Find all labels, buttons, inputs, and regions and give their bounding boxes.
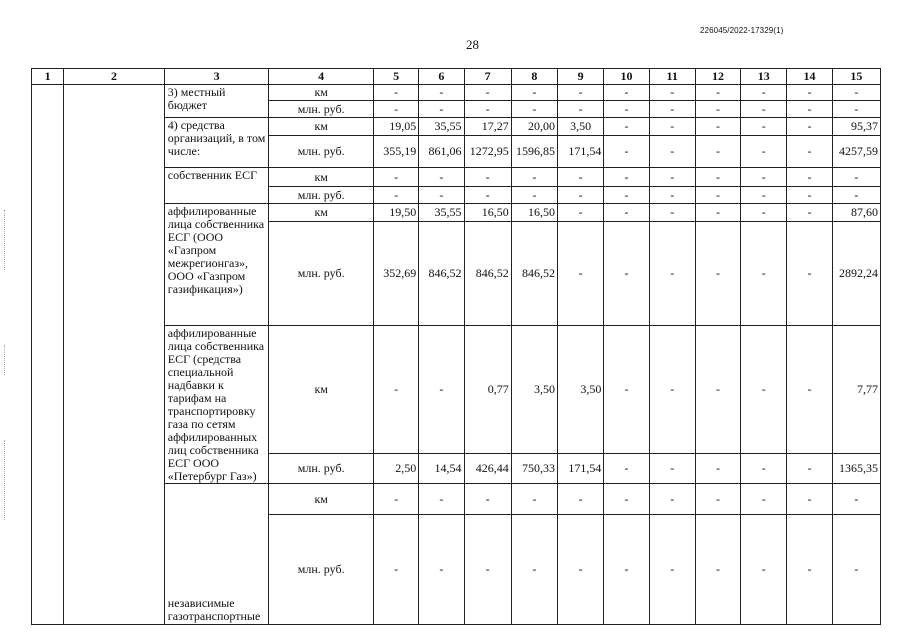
value-cell: - (419, 101, 464, 118)
column-header: 5 (373, 69, 418, 85)
value-cell: - (511, 484, 557, 515)
value-cell: - (558, 85, 604, 101)
column-header: 13 (741, 69, 787, 85)
document-number: 226045/2022-17329(1) (700, 26, 784, 35)
unit-cell: млн. руб. (269, 187, 374, 204)
row-label-affiliates: аффилированные лица собственника ЕСГ (ООО «Газпром межрегионгаз», ООО «Газпром газификация») (164, 204, 269, 326)
value-cell: 19,05 (373, 118, 418, 136)
value-cell: - (649, 187, 695, 204)
value-cell: - (741, 326, 787, 454)
value-cell: - (695, 101, 740, 118)
value-cell: - (511, 101, 557, 118)
value-cell: 19,50 (373, 204, 418, 222)
value-cell: 3,50 (558, 326, 604, 454)
value-cell: - (373, 515, 418, 625)
scan-margin-mark (4, 210, 6, 270)
unit-cell: км (269, 85, 374, 101)
value-cell: - (464, 515, 511, 625)
value-cell: - (558, 515, 604, 625)
unit-cell: млн. руб. (269, 515, 374, 625)
value-cell: - (373, 101, 418, 118)
value-cell: - (832, 101, 880, 118)
value-cell: - (695, 326, 740, 454)
value-cell: - (741, 101, 787, 118)
value-cell: - (695, 168, 740, 187)
value-cell: 2,50 (373, 454, 418, 484)
row-label-local-budget: 3) местный бюджет (164, 85, 269, 118)
value-cell: - (649, 326, 695, 454)
value-cell: 20,00 (511, 118, 557, 136)
value-cell: - (511, 85, 557, 101)
value-cell: - (558, 484, 604, 515)
value-cell: - (558, 204, 604, 222)
column-header: 6 (419, 69, 464, 85)
value-cell: 750,33 (511, 454, 557, 484)
value-cell: - (832, 85, 880, 101)
page-number: 28 (466, 37, 479, 52)
value-cell: - (373, 326, 418, 454)
value-cell: 2892,24 (832, 222, 880, 326)
value-cell: - (649, 85, 695, 101)
value-cell: - (511, 515, 557, 625)
value-cell: - (604, 515, 649, 625)
value-cell: 7,77 (832, 326, 880, 454)
value-cell: - (741, 222, 787, 326)
value-cell: - (604, 136, 649, 168)
value-cell: 846,52 (419, 222, 464, 326)
value-cell: - (511, 168, 557, 187)
value-cell: - (649, 222, 695, 326)
value-cell: - (373, 85, 418, 101)
value-cell: 35,55 (419, 118, 464, 136)
value-cell: - (741, 168, 787, 187)
value-cell: - (649, 454, 695, 484)
value-cell: 16,50 (464, 204, 511, 222)
header-row (32, 69, 881, 85)
value-cell: - (787, 515, 832, 625)
value-cell: - (604, 187, 649, 204)
value-cell: 846,52 (511, 222, 557, 326)
scan-margin-mark (4, 440, 6, 520)
value-cell: - (464, 85, 511, 101)
cell-col1 (32, 85, 64, 625)
value-cell: - (373, 168, 418, 187)
value-cell: - (695, 515, 740, 625)
column-header: 14 (787, 69, 832, 85)
value-cell: 14,54 (419, 454, 464, 484)
value-cell: - (741, 454, 787, 484)
data-table (31, 68, 881, 625)
table-row (32, 85, 881, 101)
value-cell: 35,55 (419, 204, 464, 222)
value-cell: - (741, 515, 787, 625)
value-cell: - (787, 136, 832, 168)
value-cell: - (649, 168, 695, 187)
column-header: 3 (164, 69, 269, 85)
unit-cell: млн. руб. (269, 136, 374, 168)
value-cell: - (649, 136, 695, 168)
value-cell: - (419, 326, 464, 454)
row-label-org-funds: 4) средства организаций, в том числе: (164, 118, 269, 168)
value-cell: - (787, 118, 832, 136)
value-cell: - (604, 204, 649, 222)
value-cell: - (787, 454, 832, 484)
value-cell: - (373, 187, 418, 204)
value-cell: - (464, 101, 511, 118)
row-label-owner: собственник ЕСГ (164, 168, 269, 204)
value-cell: - (832, 168, 880, 187)
value-cell: 171,54 (558, 136, 604, 168)
value-cell: - (604, 101, 649, 118)
value-cell: 16,50 (511, 204, 557, 222)
value-cell: - (464, 187, 511, 204)
value-cell: - (604, 118, 649, 136)
value-cell: - (511, 187, 557, 204)
value-cell: - (558, 168, 604, 187)
unit-cell: км (269, 168, 374, 187)
column-header: 11 (649, 69, 695, 85)
value-cell: - (787, 204, 832, 222)
value-cell: - (464, 168, 511, 187)
value-cell: 4257,59 (832, 136, 880, 168)
value-cell: - (741, 118, 787, 136)
value-cell: 3,50 (511, 326, 557, 454)
value-cell: - (695, 454, 740, 484)
value-cell: - (649, 204, 695, 222)
value-cell: - (464, 484, 511, 515)
value-cell: - (695, 484, 740, 515)
column-header: 2 (64, 69, 165, 85)
scan-margin-mark (4, 345, 6, 375)
value-cell: - (741, 484, 787, 515)
value-cell: - (604, 85, 649, 101)
value-cell: - (787, 85, 832, 101)
value-cell: 1596,85 (511, 136, 557, 168)
value-cell: 861,06 (419, 136, 464, 168)
value-cell: - (787, 187, 832, 204)
value-cell: 1272,95 (464, 136, 511, 168)
column-header: 8 (511, 69, 557, 85)
value-cell: - (558, 222, 604, 326)
value-cell: - (787, 101, 832, 118)
value-cell: - (604, 168, 649, 187)
value-cell: - (741, 136, 787, 168)
value-cell: - (832, 187, 880, 204)
unit-cell: млн. руб. (269, 101, 374, 118)
value-cell: - (604, 326, 649, 454)
value-cell: - (419, 515, 464, 625)
value-cell: - (419, 85, 464, 101)
column-header: 9 (558, 69, 604, 85)
value-cell: - (649, 484, 695, 515)
value-cell: 17,27 (464, 118, 511, 136)
value-cell: - (695, 187, 740, 204)
value-cell: 352,69 (373, 222, 418, 326)
value-cell: - (419, 484, 464, 515)
unit-cell: км (269, 204, 374, 222)
value-cell: - (373, 484, 418, 515)
value-cell: - (604, 484, 649, 515)
row-label-independent: независимые газотранспортные (164, 484, 269, 625)
value-cell: - (695, 222, 740, 326)
unit-cell: км (269, 118, 374, 136)
value-cell: - (741, 85, 787, 101)
value-cell: - (649, 515, 695, 625)
column-header: 7 (464, 69, 511, 85)
unit-cell: млн. руб. (269, 222, 374, 326)
value-cell: 1365,35 (832, 454, 880, 484)
value-cell: - (787, 168, 832, 187)
value-cell: - (741, 204, 787, 222)
value-cell: - (741, 187, 787, 204)
value-cell: - (695, 136, 740, 168)
value-cell: - (604, 222, 649, 326)
column-header: 12 (695, 69, 740, 85)
unit-cell: млн. руб. (269, 454, 374, 484)
value-cell: 171,54 (558, 454, 604, 484)
column-header: 10 (604, 69, 649, 85)
value-cell: - (832, 484, 880, 515)
value-cell: - (695, 85, 740, 101)
value-cell: - (649, 118, 695, 136)
value-cell: - (787, 222, 832, 326)
column-header: 4 (269, 69, 374, 85)
value-cell: - (787, 326, 832, 454)
value-cell: - (695, 118, 740, 136)
value-cell: 87,60 (832, 204, 880, 222)
value-cell: 355,19 (373, 136, 418, 168)
value-cell: - (695, 204, 740, 222)
unit-cell: км (269, 484, 374, 515)
column-header: 1 (32, 69, 64, 85)
value-cell: - (604, 454, 649, 484)
unit-cell: км (269, 326, 374, 454)
value-cell: 426,44 (464, 454, 511, 484)
value-cell: 846,52 (464, 222, 511, 326)
value-cell: - (832, 515, 880, 625)
value-cell: 0,77 (464, 326, 511, 454)
value-cell: - (558, 101, 604, 118)
row-label-affiliates-special: аффилированные лица собственника ЕСГ (средства специальной надбавки к тарифам на транспортировку газа по сетям аффилированных лиц собственника ЕСГ ООО «Петербург Газ») (164, 326, 269, 484)
value-cell: - (649, 101, 695, 118)
cell-col2 (64, 85, 165, 625)
value-cell: 95,37 (832, 118, 880, 136)
value-cell: - (787, 484, 832, 515)
value-cell: - (558, 187, 604, 204)
column-header: 15 (832, 69, 880, 85)
value-cell: - (419, 168, 464, 187)
value-cell: 3,50 (558, 118, 604, 136)
value-cell: - (419, 187, 464, 204)
